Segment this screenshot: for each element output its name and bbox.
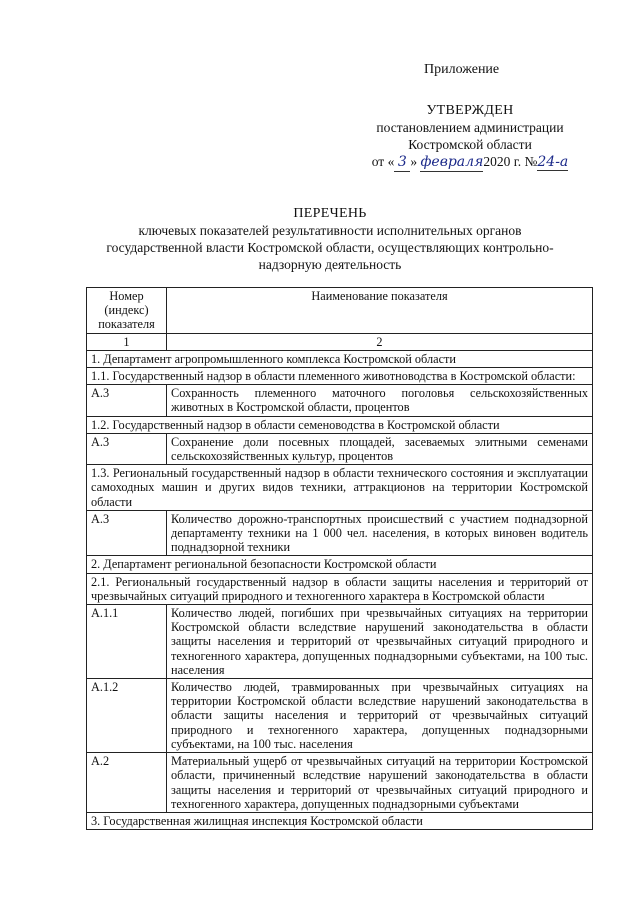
approval-date bbox=[340, 153, 600, 172]
section-header: 1.2. Государственный надзор в области семеноводства в Костромской области bbox=[87, 416, 593, 433]
column-number-1: 1 bbox=[87, 333, 167, 350]
approval-line-2: Костромской области bbox=[408, 137, 532, 152]
table-row bbox=[87, 753, 593, 813]
handwritten-reg-number: 24-а bbox=[537, 154, 569, 170]
approval-block bbox=[340, 102, 600, 172]
date-year: 2020 г. № bbox=[483, 154, 538, 169]
section-header: 2.1. Региональный государственный надзор в области защиты населения и территорий от чрезвычайных ситуаций природного и техногенного характера в Костромской области bbox=[87, 573, 593, 604]
indicator-code: А.2 bbox=[87, 753, 167, 813]
document-title: ПЕРЕЧЕНЬ bbox=[293, 206, 367, 221]
table-row bbox=[87, 573, 593, 604]
approval-line-1: постановлением администрации bbox=[376, 120, 564, 135]
indicator-name: Количество людей, погибших при чрезвычайных ситуациях на территории Костромской области вследствие нарушений законодательства в области защиты населения и территорий от чрезвычайных ситуаций природного и техногенного характера, допущенных поднадзорными субъектами, на 100 тыс. населения bbox=[167, 605, 593, 679]
indicator-name: Сохранность племенного маточного поголовья сельскохозяйственных животных в Костромской области, процентов bbox=[167, 385, 593, 416]
indicator-name: Сохранение доли посевных площадей, засеваемых элитными семенами сельскохозяйственных культур, процентов bbox=[167, 433, 593, 464]
table-row bbox=[87, 433, 593, 464]
approval-heading: УТВЕРЖДЕН bbox=[426, 103, 514, 118]
section-header: 3. Государственная жилищная инспекция Костромской области bbox=[87, 812, 593, 829]
handwritten-month: февраля bbox=[420, 154, 484, 170]
header-name: Наименование показателя bbox=[167, 288, 593, 334]
table-row bbox=[87, 350, 593, 367]
indicator-name: Материальный ущерб от чрезвычайных ситуаций на территории Костромской области, причиненный вследствие нарушений законодательства в области защиты населения и территорий от чрезвычайных ситуаций природного и техногенного характера, допущенных поднадзорными субъектами bbox=[167, 753, 593, 813]
indicator-code: А.3 bbox=[87, 433, 167, 464]
table-row bbox=[87, 416, 593, 433]
table-row bbox=[87, 510, 593, 556]
date-prefix: от « bbox=[371, 154, 395, 169]
table-header-row bbox=[87, 288, 593, 334]
column-number-2: 2 bbox=[167, 333, 593, 350]
indicators-table bbox=[86, 287, 593, 830]
indicator-code: А.1.1 bbox=[87, 605, 167, 679]
column-numbers-row bbox=[87, 333, 593, 350]
table-row bbox=[87, 465, 593, 511]
table-row bbox=[87, 812, 593, 829]
table-row bbox=[87, 385, 593, 416]
section-header: 2. Департамент региональной безопасности Костромской области bbox=[87, 556, 593, 573]
table-row bbox=[87, 605, 593, 679]
section-header: 1. Департамент агропромышленного комплекса Костромской области bbox=[87, 350, 593, 367]
section-header: 1.1. Государственный надзор в области племенного животноводства в Костромской области: bbox=[87, 368, 593, 385]
date-mid: » bbox=[410, 154, 418, 169]
table-row bbox=[87, 556, 593, 573]
indicator-name: Количество дорожно-транспортных происшествий с участием поднадзорной департаменту техники на 1 000 чел. населения, в которых виновен водитель поднадзорной техники bbox=[167, 510, 593, 556]
header-code: Номер (индекс) показателя bbox=[87, 288, 167, 334]
section-header: 1.3. Региональный государственный надзор в области технического состояния и эксплуатации самоходных машин и других видов техники, аттракционов на территории Костромской области bbox=[87, 465, 593, 511]
indicator-code: А.3 bbox=[87, 385, 167, 416]
indicator-code: А.3 bbox=[87, 510, 167, 556]
indicator-code: А.1.2 bbox=[87, 679, 167, 753]
table-row bbox=[87, 368, 593, 385]
table-row bbox=[87, 679, 593, 753]
handwritten-day: 3 bbox=[394, 154, 410, 172]
indicator-name: Количество людей, травмированных при чрезвычайных ситуациях на территории Костромской области вследствие нарушений законодательства в области защиты населения и территорий от чрезвычайных ситуаций природного и техногенного характера, допущенных поднадзорными субъектами, на 100 тыс. населения bbox=[167, 679, 593, 753]
document-subtitle: ключевых показателей результативности исполнительных органов государственной власти Костромской области, осуществляющих контрольно-надзорную деятельность bbox=[106, 223, 554, 272]
appendix-label: Приложение bbox=[424, 62, 500, 77]
